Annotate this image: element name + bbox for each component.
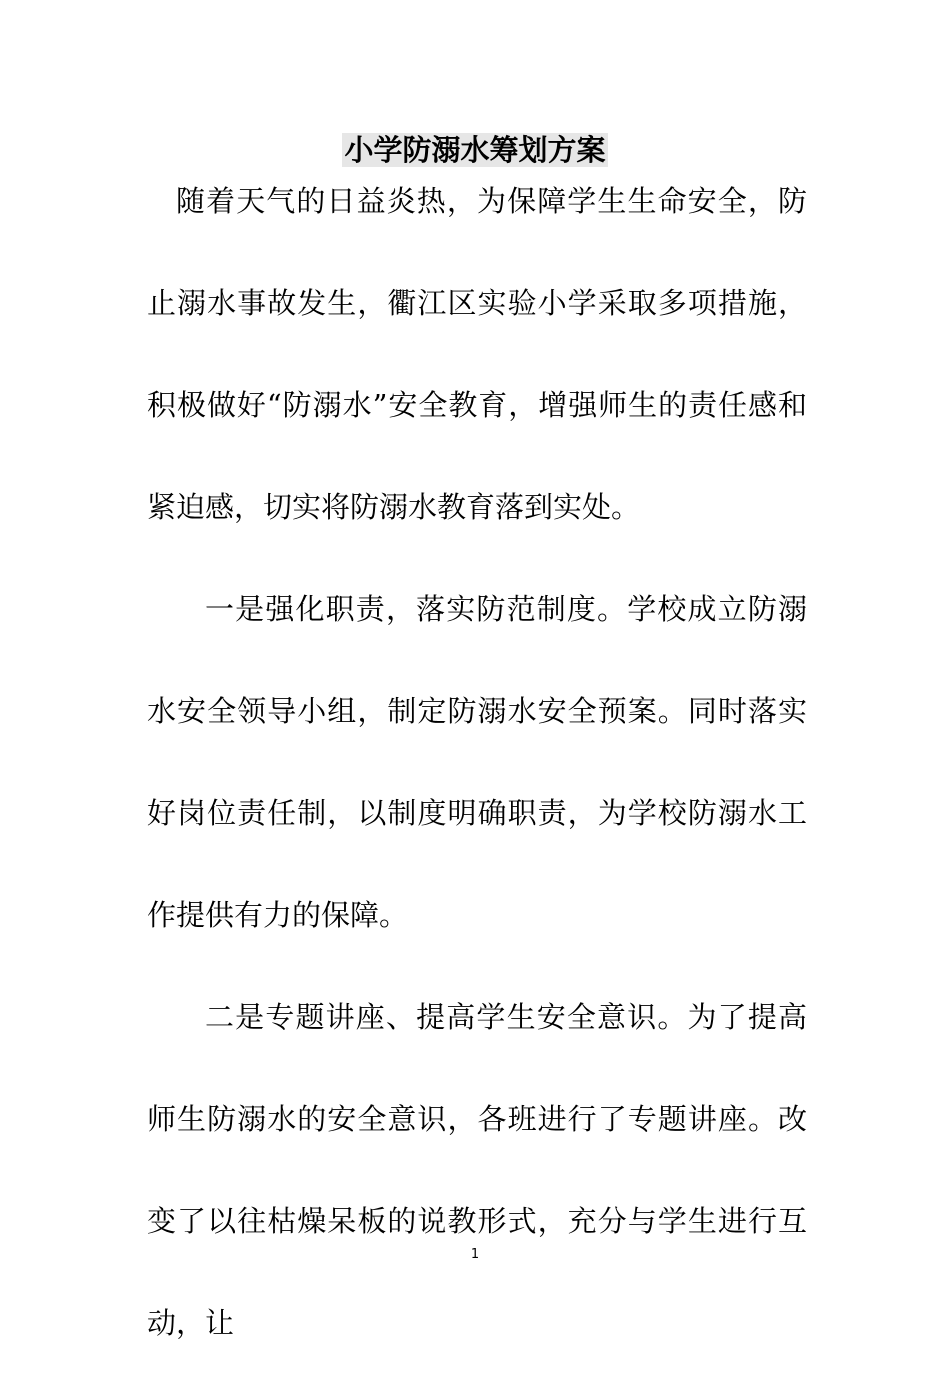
paragraph-intro: 随着天气的日益炎热，为保障学生生命安全，防止溺水事故发生，衢江区实验小学采取多项措施，积极做好“防溺水”安全教育，增强师生的责任感和紧迫感，切实将防溺水教育落到实处。 bbox=[147, 184, 807, 524]
paragraph-point-one: 一是强化职责，落实防范制度。学校成立防溺水安全领导小组，制定防溺水安全预案。同时落实好岗位责任制，以制度明确职责，为学校防溺水工作提供有力的保障。 bbox=[147, 592, 807, 932]
paragraph-point-two: 二是专题讲座、提高学生安全意识。为了提高师生防溺水的安全意识，各班进行了专题讲座。改变了以往枯燥呆板的说教形式，充分与学生进行互动，让 bbox=[147, 1000, 807, 1340]
document-body bbox=[147, 172, 807, 1374]
page-number: 1 bbox=[470, 1247, 480, 1262]
document-title-text: 小学防溺水筹划方案 bbox=[344, 133, 606, 167]
